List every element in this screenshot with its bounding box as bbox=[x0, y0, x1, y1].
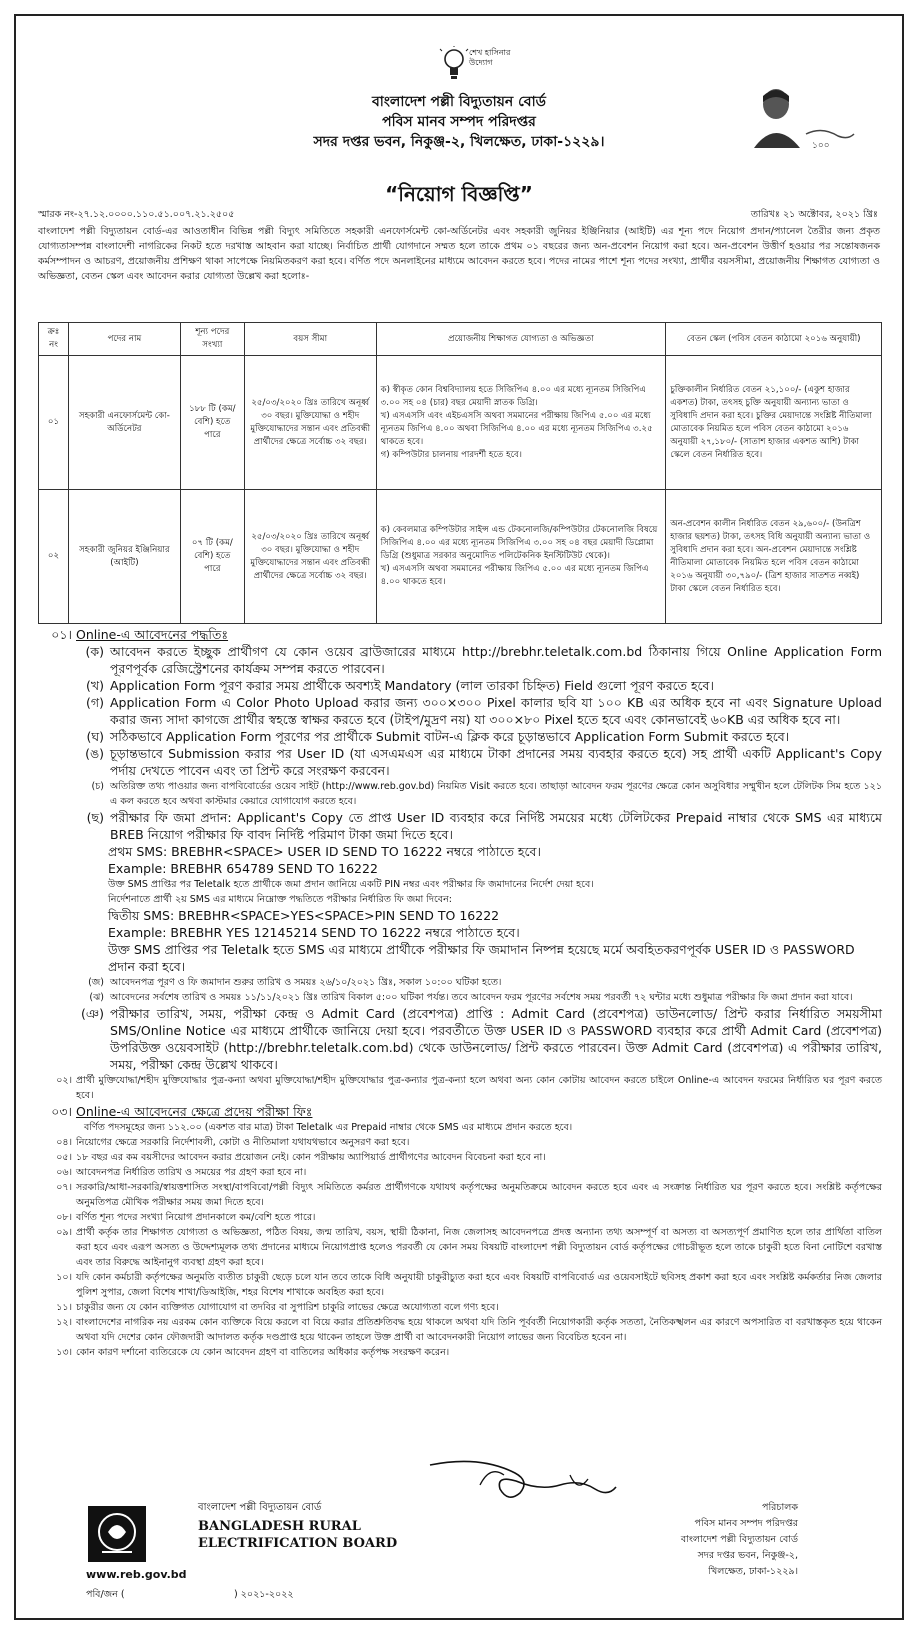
sms-note-2: উক্ত SMS প্রাপ্তির পর Teletalk হতে SMS এর মাধ্যমে প্রার্থীকে পরীক্ষার ফি জমাদান নিষ্পন্ন হয়েছে মর্মে অবহিতকরণপূর্বক USER ID ও PASSWORD প্রদান করা হবে। bbox=[108, 942, 855, 974]
cell-salary: অন-প্রবেশন কালীন নির্ধারিত বেতন ২৯,৬০০/- (উনত্রিশ হাজার ছয়শত) টাকা, তৎসহ বিধি অনুযায়ী অন্যান্য ভাতা ও সুবিধাদি প্রদান করা হবে। অন-প্রবেশন মেয়াদান্তে সংশ্লিষ্ট নীতিমালা মোতাবেক নিয়মিত হলে পবিস বেতন কাঠামো ২০১৬ অনুযায়ী ৩০,৭৯০/- (ত্রিশ হাজার সাতশত নব্বই) টাকা স্কেলে বেতন নির্ধারিত হবে। bbox=[666, 490, 882, 624]
instruction-item: ১৩। কোন কারণ দর্শানো ব্যতিরেকে যে কোন আবেদন গ্রহণ বা বাতিলের অধিকার কর্তৃপক্ষ সংরক্ষণ করেন। bbox=[56, 1347, 450, 1358]
instruction-item: ০২। প্রার্থী মুক্তিযোদ্ধা/শহীদ মুক্তিযোদ্ধার পুত্র-কন্যা অথবা মুক্তিযোদ্ধা/শহীদ মুক্তিযোদ্ধার পুত্র-কন্যার পুত্র-কন্যা হলে অথবা অন্য কোন কোটায় আবেদন করতে চাইলে Online-এ আবেদন ফরমের নির্ধারিত ঘর পূরণ করতে হবে। bbox=[56, 1075, 882, 1101]
reference-left: পবি/জন ( bbox=[86, 1589, 125, 1600]
cell-age: ২৫/০৩/২০২০ খ্রিঃ তারিখে অনূর্ধ্ব ৩০ বছর। মুক্তিযোদ্ধা ও শহীদ মুক্তিযোদ্ধাদের সন্তান এবং প্রতিবন্ধী প্রার্থীদের ক্ষেত্রে সর্বোচ্চ ৩২ বছর। bbox=[244, 490, 376, 624]
table-header-row bbox=[39, 323, 882, 356]
board-name-en-1: BANGLADESH RURAL bbox=[198, 1519, 361, 1534]
fee-text: বর্ণিত পদসমূহের জন্য ১১২.০০ (একশত বার মাত্র) টাকা Teletalk এর Prepaid নাম্বার থেকে SMS এর মাধ্যমে প্রদান করতে হবে। bbox=[84, 1122, 573, 1133]
cell-qualification: ক) কেবলমাত্র কম্পিউটার সাইন্স এন্ড টেকনোলজি/কম্পিউটার টেকনোলজি বিষয়ে সিজিপিএ ৪.০০ এর মধ্যে ন্যূনতম সিজিপিএ ৩.০০ সহ ০৪ বছর মেয়াদী ডিপ্লোমা ডিগ্রি (শুধুমাত্র সরকার অনুমোদিত পলিটেকনিক ইনস্টিটিউট থেকে)। খ) এসএসসি অথবা সমমানের পরীক্ষায় জিপিএ ৫.০০ এর মধ্যে ন্যূনতম জিপিএ ৪.০০ থাকতে হবে। bbox=[376, 490, 666, 624]
notice-title: “নিয়োগ বিজ্ঞপ্তি” bbox=[385, 182, 533, 206]
org-address: সদর দপ্তর ভবন, নিকুঞ্জ-২, খিলক্ষেত, ঢাকা-১২২৯। bbox=[313, 134, 605, 150]
signatory-address-2: খিলক্ষেত, ঢাকা-১২২৯। bbox=[708, 1566, 798, 1577]
instruction-item: ০১। Online-এ আবেদনের পদ্ধতিঃ bbox=[51, 627, 229, 642]
cell-qualification: ক) স্বীকৃত কোন বিশ্ববিদ্যালয় হতে সিজিপিএ ৪.০০ এর মধ্যে ন্যূনতম সিজিপিএ ৩.০০ সহ ০৪ (চার) বছর মেয়াদী স্নাতক ডিগ্রি। খ) এসএসসি এবং এইচএসসি অথবা সমমানের পরীক্ষায় জিপিএ ৫.০০ এর মধ্যে ন্যূনতম জিপিএ ৪.০০ অথবা সিজিপিএ ৪.০০ এর মধ্যে ন্যূনতম সিজিপিএ ৩.২৫ থাকতে হবে। গ) কম্পিউটার চালনায় পারদর্শী হতে হবে। bbox=[376, 356, 666, 490]
cell-post: সহকারী জুনিয়র ইঞ্জিনিয়ার (আইটি) bbox=[68, 490, 180, 624]
cell-sl: ০১ bbox=[39, 356, 69, 490]
col-header: পদের নাম bbox=[68, 323, 180, 356]
cell-vacancy: ০৭ টি (কম/ বেশি) হতে পারে bbox=[180, 490, 244, 624]
table-row bbox=[39, 356, 882, 490]
sub-instruction: (খ) Application Form পূরণ করার সময় প্রার্থীকে অবশ্যই Mandatory (লাল তারকা চিহ্নিত) Field গুলো পূরণ করতে হবে। bbox=[86, 678, 714, 693]
signatory-title: পরিচালক bbox=[762, 1502, 798, 1513]
table-row bbox=[39, 490, 882, 624]
notice-date: তারিখঃ ২১ অক্টোবর, ২০২১ খ্রিঃ bbox=[750, 209, 878, 220]
signature-image bbox=[420, 1445, 620, 1505]
logo-text: শেখ হাসিনার উদ্যোগ bbox=[469, 48, 511, 67]
sub-instruction: (ঞ) পরীক্ষার তারিখ, সময়, পরীক্ষা কেন্দ্র ও Admit Card (প্রবেশপত্র) প্রাপ্তি : Admit Card (প্রবেশপত্র) ডাউনলোড/ প্রিন্ট করার নির্ধারিত সময়সীমা SMS/Online Notice এর মাধ্যমে প্রার্থীকে জানিয়ে দেয়া হবে। পরবর্তীতে উক্ত USER ID ও PASSWORD ব্যবহার করে প্রার্থী Admit Card (প্রবেশপত্র) উপরিউক্ত ওয়েবসাইট (http://brebhr.teletalk.com.bd) থেকে ডাউনলোড/ প্রিন্ট করতে পারবেন। উক্ত Admit Card (প্রবেশপত্র) এ পরীক্ষার তারিখ, সময়, পরীক্ষা কেন্দ্র উল্লেখ থাকবে। bbox=[81, 1006, 882, 1072]
org-name: বাংলাদেশ পল্লী বিদ্যুতায়ন বোর্ড bbox=[372, 94, 546, 110]
sub-instruction: (ছ) পরীক্ষার ফি জমা প্রদান: Applicant's Copy তে প্রাপ্ত User ID ব্যবহার করে নির্দিষ্ট সময়ের মধ্যে টেলিটকের Prepaid নাম্বার থেকে SMS এর মাধ্যমে BREB নিয়োগ পরীক্ষার ফি বাবদ নির্দিষ্ট পরিমাণ টাকা জমা দিতে হবে। bbox=[86, 810, 882, 842]
cell-salary: চুক্তিকালীন নির্ধারিত বেতন ২১,১০০/- (একুশ হাজার একশত) টাকা, তৎসহ চুক্তি অনুযায়ী অন্যান্য ভাতা ও সুবিধাদি প্রদান করা হবে। চুক্তির মেয়াদান্তে সংশ্লিষ্ট নীতিমালা মোতাবেক নিয়মিত হলে পবিস বেতন কাঠামো ২০১৬ অনুযায়ী ২৭,১৮০/- (সাতাশ হাজার একশত আশি) টাকা স্কেলে বেতন নির্ধারিত হবে। bbox=[666, 356, 882, 490]
svg-text:১০০: ১০০ bbox=[812, 141, 830, 151]
board-name-bn: বাংলাদেশ পল্লী বিদ্যুতায়ন বোর্ড bbox=[198, 1502, 322, 1513]
instruction-item: ০৯। প্রার্থী কর্তৃক তার শিক্ষাগত যোগ্যতা ও অভিজ্ঞতা, পঠিত বিষয়, জন্ম তারিখ, বয়স, স্থায়ী ঠিকানা, নিজ জেলাসহ আবেদনপত্রে প্রদত্ত অন্যান্য তথ্য অসম্পূর্ণ বা অসত্য বা অসত্যপূর্ণ প্রমাণিত হলে তার প্রার্থিতা বাতিল করা হবে এবং এরূপ অসত্য ও উদ্দেশ্যমূলক তথ্য প্রদানের মাধ্যমে নিয়োগপ্রাপ্ত হলেও পরবর্তী যে কোন সময় বিষয়টি বাংলাদেশ পল্লী বিদ্যুতায়ন বোর্ড কর্তৃপক্ষের গোচরীভূত হলে তাকে চাকুরী হতে বিনা নোটিশে বরখাস্ত এবং তার বিরুদ্ধে আইনানুগ ব্যবস্থা গ্রহণ করা হবে। bbox=[56, 1227, 882, 1268]
instruction-item: ০৩। Online-এ আবেদনের ক্ষেত্রে প্রদেয় পরীক্ষা ফিঃ bbox=[51, 1104, 313, 1119]
website-text: www.reb.gov.bd bbox=[86, 1568, 187, 1581]
memo-number: স্মারক নং-২৭.১২.০০০০.১১০.৫১.০০৭.২১.২৫০৫ bbox=[38, 209, 235, 220]
sub-instruction: (ক) আবেদন করতে ইচ্ছুক প্রার্থীগণ যে কোন ওয়েব ব্রাউজারের মাধ্যমে http://brebhr.teletalk.com.bd ঠিকানায় গিয়ে Online Application Form পূরণপূর্বক রেজিস্ট্রেশনের কার্যক্রম সম্পন্ন করতে পারবেন। bbox=[85, 644, 882, 676]
sub-instruction: (জ) আবেদনপত্র পূরণ ও ফি জমাদান শুরুর তারিখ ও সময়ঃ ২৬/১০/২০২১ খ্রিঃ, সকাল ১০:০০ ঘটিকা হতে। bbox=[88, 977, 502, 988]
sms-note-1: উক্ত SMS প্রাপ্তির পর Teletalk হতে প্রার্থীকে জমা প্রদান জানিয়ে একটি PIN নম্বর এবং পরীক্ষার ফি জমাদানের নির্দেশ দেয়া হবে। bbox=[108, 879, 594, 890]
instruction-item: ১২। বাংলাদেশের নাগরিক নয় এরকম কোন ব্যক্তিকে বিয়ে করলে বা বিয়ে করার প্রতিশ্রুতিবদ্ধ হয়ে থাকলে অথবা যদি তিনি পূর্ববর্তী নিয়োগকারী কর্তৃক সততা, নৈতিকস্খলন এর কারণে অপসারিত বা বরখাস্তকৃত হয়ে থাকেন অথবা যদি দেশের কোন ফৌজদারী আদালত কর্তৃক দণ্ডপ্রাপ্ত হয়ে থাকেন তাহলে উক্ত প্রার্থী বা আবেদনকারী নিয়োগ লাভের জন্য বিবেচিত হবেন না। bbox=[56, 1317, 882, 1343]
instruction-item: ১১। চাকুরীর জন্য যে কোন ব্যক্তিগত যোগাযোগ বা তদবির বা সুপারিশ চাকুরি লাভের ক্ষেত্রে অযোগ্যতা বলে গণ্য হবে। bbox=[56, 1302, 499, 1313]
instruction-item: ০৮। বর্ণিত শূন্য পদের সংখ্যা নিয়োগ প্রদানকালে কম/বেশি হতে পারে। bbox=[56, 1212, 316, 1223]
reference-right: ) ২০২১-২০২২ bbox=[234, 1589, 294, 1600]
col-header: ক্রঃ নং bbox=[39, 323, 69, 356]
sms-format-2: দ্বিতীয় SMS: BREBHR<SPACE>YES<SPACE>PIN SEND TO 16222 bbox=[108, 908, 500, 923]
signatory-address-1: সদর দপ্তর ভবন, নিকুঞ্জ-২, bbox=[697, 1550, 798, 1561]
col-header: বেতন স্কেল (পবিস বেতন কাঠামো ২০১৬ অনুযায়ী) bbox=[666, 323, 882, 356]
reb-logo-icon bbox=[88, 1506, 146, 1562]
instruction-item: ০৫। ১৮ বছর এর কম বয়সীদের আবেদন করার প্রয়োজন নেই। কোন পরীক্ষায় অ্যাপিয়ার্ড প্রার্থীগণের আবেদন বিবেচনা করা হবে না। bbox=[56, 1152, 546, 1163]
signatory-org: বাংলাদেশ পল্লী বিদ্যুতায়ন বোর্ড bbox=[680, 1534, 798, 1545]
initiative-logo bbox=[399, 40, 519, 88]
sms-example-2: Example: BREBHR YES 12145214 SEND TO 16222 নম্বরে পাঠাতে হবে। bbox=[108, 925, 520, 940]
instructions bbox=[40, 626, 882, 1360]
bulb-icon bbox=[439, 46, 469, 82]
cell-sl: ০২ bbox=[39, 490, 69, 624]
signatory-dept: পবিস মানব সম্পদ পরিদপ্তর bbox=[694, 1518, 798, 1529]
sub-instruction: (ঙ) চূড়ান্তভাবে Submission করার পর User ID (যা এসএমএস এর মাধ্যমে টাকা প্রদানের সময় ব্যবহার করতে হবে) সহ প্রার্থী একটি Applicant's Copy পর্দায় দেখতে পাবেন এবং তা প্রিন্ট করে সংরক্ষণ করবেন। bbox=[85, 746, 882, 778]
department-name: পবিস মানব সম্পদ পরিদপ্তর bbox=[382, 114, 536, 130]
notice-intro: বাংলাদেশ পল্লী বিদ্যুতায়ন বোর্ড-এর আওতাধীন বিভিন্ন পল্লী বিদ্যুৎ সমিতিতে সহকারী এনফোর্সমেন্ট কো-অর্ডিনেটর এবং সহকারী জুনিয়র ইঞ্জিনিয়ার (আইটি) এর শূন্য পদে নিয়োগ প্রদান/প্যানেল তৈরীর জন্য প্রকৃত যোগ্যতাসম্পন্ন বাংলাদেশী নাগরিকের নিকট হতে দরখাস্ত আহবান করা যাচ্ছে। নির্বাচিত প্রার্থী যোগদানে সম্মত হলে তাকে প্রথম ০১ বছরের জন্য অন-প্রবেশন নিয়োগ করা হবে। অন-প্রবেশন উত্তীর্ণ হওয়ার পর সন্তোষজনক কর্মসম্পাদন ও আচরণ, প্রয়োজনীয় প্রশিক্ষণ থাকা সাপেক্ষে নিয়মিতকরণ করা হবে। বর্ণিত পদে অনলাইনের মাধ্যমে আবেদন করতে হবে। পদের নামের পাশে শূন্য পদের সংখ্যা, প্রার্থীর বয়সসীমা, প্রয়োজনীয় শিক্ষাগত যোগ্যতা ও অভিজ্ঞতা, বেতন স্কেল এবং আবেদন করার যোগ্যতা উল্লেখ করা হলোঃ- bbox=[38, 226, 880, 282]
instruction-item: ০৭। সরকারি/আধা-সরকারি/স্বায়ত্তশাসিত সংস্থা/বাপবিবো/পল্লী বিদ্যুৎ সমিতিতে কর্মরত প্রার্থীগণকে যথাযথ কর্তৃপক্ষের অনুমতিক্রমে আবেদন করতে হবে এবং এ সংক্রান্ত নির্ধারিত ঘর পূরণ করতে হবে। সংশ্লিষ্ট কর্তৃপক্ষের অনুমতিপত্র মৌখিক পরীক্ষার সময় জমা দিতে হবে। bbox=[56, 1182, 882, 1208]
cell-vacancy: ১৮৮ টি (কম/ বেশি) হতে পারে bbox=[180, 356, 244, 490]
instruction-item: ০৪। নিয়োগের ক্ষেত্রে সরকারি নির্দেশাবলী, কোটা ও নীতিমালা যথাযথভাবে অনুসরণ করা হবে। bbox=[56, 1137, 410, 1148]
board-name-en-2: ELECTRIFICATION BOARD bbox=[198, 1536, 398, 1551]
instruction-item: ০৬। আবেদনপত্র নির্ধারিত তারিখ ও সময়ের পর গ্রহণ করা হবে না। bbox=[56, 1167, 307, 1178]
cell-post: সহকারী এনফোর্সমেন্ট কো-অর্ডিনেটর bbox=[68, 356, 180, 490]
sub-instruction: (গ) Application Form এ Color Photo Upload করার জন্য ৩০০×৩০০ Pixel কালার ছবি যা ১০০ KB এর অধিক হবে না এবং Signature Upload করার জন্য সাদা কাগজে প্রার্থীর স্বহস্তে স্বাক্ষর করতে হবে (টাইপ/মুদ্রণ নয়) যা ৩০০×৮০ Pixel হতে হবে এবং কোনভাবেই ৬০KB এর অধিক হবে না। bbox=[86, 695, 882, 727]
sub-instruction: (ঘ) সঠিকভাবে Application Form পূরণের পর প্রার্থীকে Submit বাটন-এ ক্লিক করে চূড়ান্তভাবে Application Form Submit করতে হবে। bbox=[86, 729, 790, 744]
col-header: প্রয়োজনীয় শিক্ষাগত যোগ্যতা ও অভিজ্ঞতা bbox=[376, 323, 666, 356]
portrait-image bbox=[748, 80, 858, 155]
sms-example-1: Example: BREBHR 654789 SEND TO 16222 bbox=[108, 861, 378, 876]
col-header: বয়স সীমা bbox=[244, 323, 376, 356]
vacancy-table bbox=[38, 322, 882, 624]
sms-format-1: প্রথম SMS: BREBHR<SPACE> USER ID SEND TO 16222 নম্বরে পাঠাতে হবে। bbox=[108, 844, 541, 859]
signatory-block bbox=[598, 1500, 798, 1580]
col-header: শূন্য পদের সংখ্যা bbox=[180, 323, 244, 356]
sub-instruction: (ঝ) আবেদনের সর্বশেষ তারিখ ও সময়ঃ ১১/১১/২০২১ খ্রিঃ তারিখ বিকাল ৫:০০ ঘটিকা পর্যন্ত। তবে আবেদন ফরম পূরণের সর্বশেষ সময় পরবর্তী ৭২ ঘন্টার মধ্যে শুধুমাত্র পরীক্ষার ফি জমা প্রদান করা যাবে। bbox=[89, 992, 853, 1003]
sms-intro-2: নির্দেশনাতে প্রার্থী ২য় SMS এর মাধ্যমে নিম্নোক্ত পদ্ধতিতে পরীক্ষার নির্ধারিত ফি জমা দিবেন: bbox=[108, 894, 452, 905]
footer bbox=[0, 1440, 918, 1620]
sub-instruction: (চ) অতিরিক্ত তথ্য পাওয়ার জন্য বাপবিবোর্ডের ওয়েব সাইট (http://www.reb.gov.bd) নিয়মিত Visit করতে হবে। তাছাড়া আবেদন ফরম পূরণের ক্ষেত্রে কোন অসুবিধার সম্মুখীন হলে টেলিটক সিম হতে ১২১ এ কল করতে হবে অথবা কাস্টমার কেয়ারে যোগাযোগ করতে হবে। bbox=[91, 781, 882, 807]
cell-age: ২৫/০৩/২০২০ খ্রিঃ তারিখে অনূর্ধ্ব ৩০ বছর। মুক্তিযোদ্ধা ও শহীদ মুক্তিযোদ্ধাদের সন্তান এবং প্রতিবন্ধী প্রার্থীদের ক্ষেত্রে সর্বোচ্চ ৩২ বছর। bbox=[244, 356, 376, 490]
instruction-item: ১০। যদি কোন কর্মচারী কর্তৃপক্ষের অনুমতি ব্যতীত চাকুরী ছেড়ে চলে যান তবে তাকে বিধি অনুযায়ী চাকুরীচ্যুত করা হবে এবং বিষয়টি বাপবিবোর্ড এর ওয়েবসাইটে ছবিসহ প্রকাশ করা হবে এবং সংশ্লিষ্ট কর্মকর্তার নিজ জেলার পুলিশ সুপার, জেলা বিশেষ শাখা/ডিআইজি, শহর বিশেষ শাখাকে অবহিত করা হবে। bbox=[56, 1272, 882, 1298]
